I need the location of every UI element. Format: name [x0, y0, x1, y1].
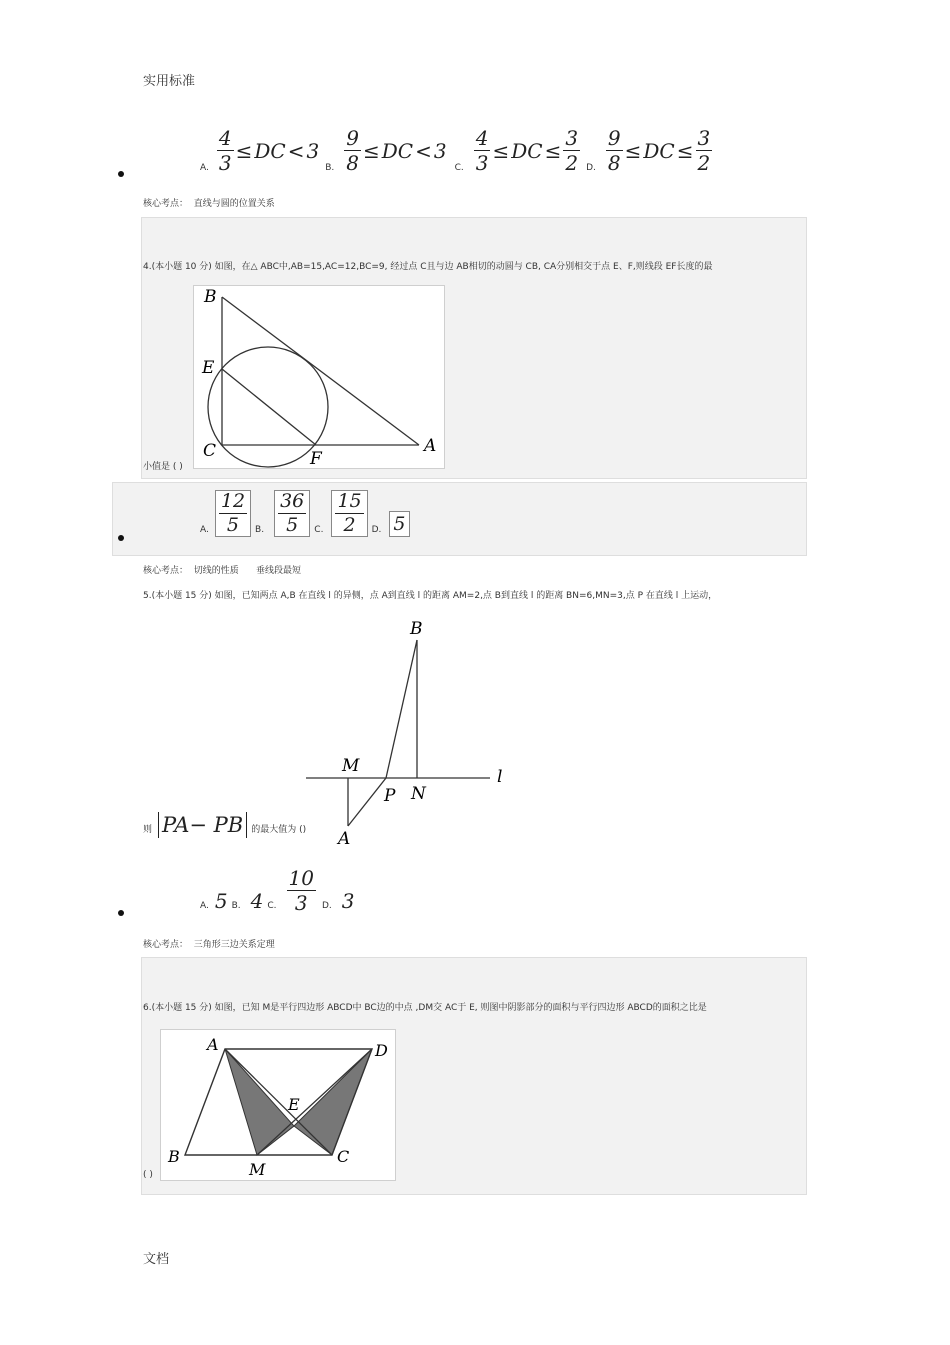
q5-option-a[interactable]: 5 [214, 889, 228, 913]
label-e: E [288, 1095, 300, 1114]
q4-options: A. $\frac{12}{5}$ B. $\frac{36}{5}$ C. $\frac{15}{2}$ D. 5 [200, 490, 410, 537]
bullet-icon [118, 535, 124, 541]
q4-option-b[interactable]: $\frac{36}{5}$ [274, 490, 310, 537]
label-f: F [310, 449, 322, 469]
label-a: A [207, 1035, 219, 1054]
label-d: D [375, 1041, 388, 1060]
fraction: $\frac{4}{3}$ [475, 126, 489, 175]
q3-option-c-label: C. [454, 163, 464, 173]
label-a: A [424, 436, 437, 456]
label-m: M [342, 756, 360, 776]
q3-options: A. $\frac{4}{3}$ ≤ DC < 3 B. $\frac{9}{8}$ ≤ DC < 3 C. $\frac{4}{3}$ ≤ DC ≤ $\frac{3}{2}$ D. $\frac{9}{8}$ ≤ DC ≤ $\frac{3}{2}$ [200, 126, 711, 175]
fraction: $\frac{9}{8}$ [607, 126, 621, 175]
page-header: 实用标准 [143, 74, 196, 89]
label-n: N [411, 784, 426, 804]
q5-option-c[interactable]: $\frac{10}{3}$ [288, 866, 314, 915]
figure-border [161, 1030, 396, 1181]
fraction: $\frac{3}{2}$ [565, 126, 579, 175]
label-a: A [338, 829, 351, 849]
bullet-icon [118, 171, 124, 177]
label-c: C [203, 441, 217, 461]
q5-option-d[interactable]: 3 [341, 889, 355, 913]
q4-option-d[interactable]: 5 [389, 511, 409, 537]
bullet-icon [118, 910, 124, 916]
label-b: B [168, 1147, 180, 1166]
label-e: E [202, 358, 215, 378]
q4-figure [193, 285, 445, 469]
q3-option-b-label: B. [325, 163, 335, 173]
label-p: P [384, 786, 396, 806]
segment-pb [386, 640, 417, 778]
fraction: $\frac{3}{2}$ [697, 126, 711, 175]
q5-options: A. 5 B. 4 C. $\frac{10}{3}$ D. 3 [200, 866, 355, 915]
fraction: $\frac{4}{3}$ [218, 126, 232, 175]
q4-key-point: 核心考点： 切线的性质 垂线段最短 [143, 566, 301, 576]
q4-option-a[interactable]: $\frac{12}{5}$ [215, 490, 251, 537]
q5-option-b[interactable]: 4 [250, 889, 264, 913]
q6-figure [160, 1029, 396, 1181]
q6-stem: 6.(本小题 15 分) 如图，已知 M是平行四边形 ABCD中 BC边的中点 ,DM交 AC于 E, 则图中阴影部分的面积与平行四边形 ABCD的面积之比是 [143, 1003, 707, 1013]
q5-question-line: 则 PA− PB 的最大值为 () [143, 813, 307, 837]
label-m: M [249, 1160, 266, 1179]
label-c: C [337, 1147, 350, 1166]
label-b: B [410, 619, 423, 639]
abs-expression: PA− PB [158, 812, 247, 838]
fraction: $\frac{9}{8}$ [346, 126, 359, 175]
segment-ap [348, 778, 386, 826]
q6-stem-end: ( ) [143, 1170, 153, 1180]
q3-option-a-label: A. [200, 163, 209, 173]
label-b: B [204, 287, 217, 307]
page-footer: 文档 [143, 1252, 170, 1267]
q4-stem: 4.(本小题 10 分) 如图，在△ ABC中,AB=15,AC=12,BC=9, 经过点 C且与边 AB相切的动圆与 CB, CA分别相交于点 E、F,则线段 EF长度的最 [143, 262, 713, 272]
q5-stem: 5.(本小题 15 分) 如图，已知两点 A,B 在直线 l 的异侧，点 A到直线 l 的距离 AM=2,点 B到直线 l 的距离 BN=6,MN=3,点 P 在直线 l 上运动， [143, 591, 718, 601]
q5-key-point: 核心考点： 三角形三边关系定理 [143, 940, 275, 950]
q4-option-c[interactable]: $\frac{15}{2}$ [331, 490, 367, 537]
label-l: l [497, 767, 503, 787]
q5-figure [300, 612, 520, 852]
q3-option-d-label: D. [586, 163, 596, 173]
q3-key-point: 核心考点： 直线与圆的位置关系 [143, 199, 275, 209]
q4-stem-end: 小值是 ( ) [143, 462, 183, 472]
